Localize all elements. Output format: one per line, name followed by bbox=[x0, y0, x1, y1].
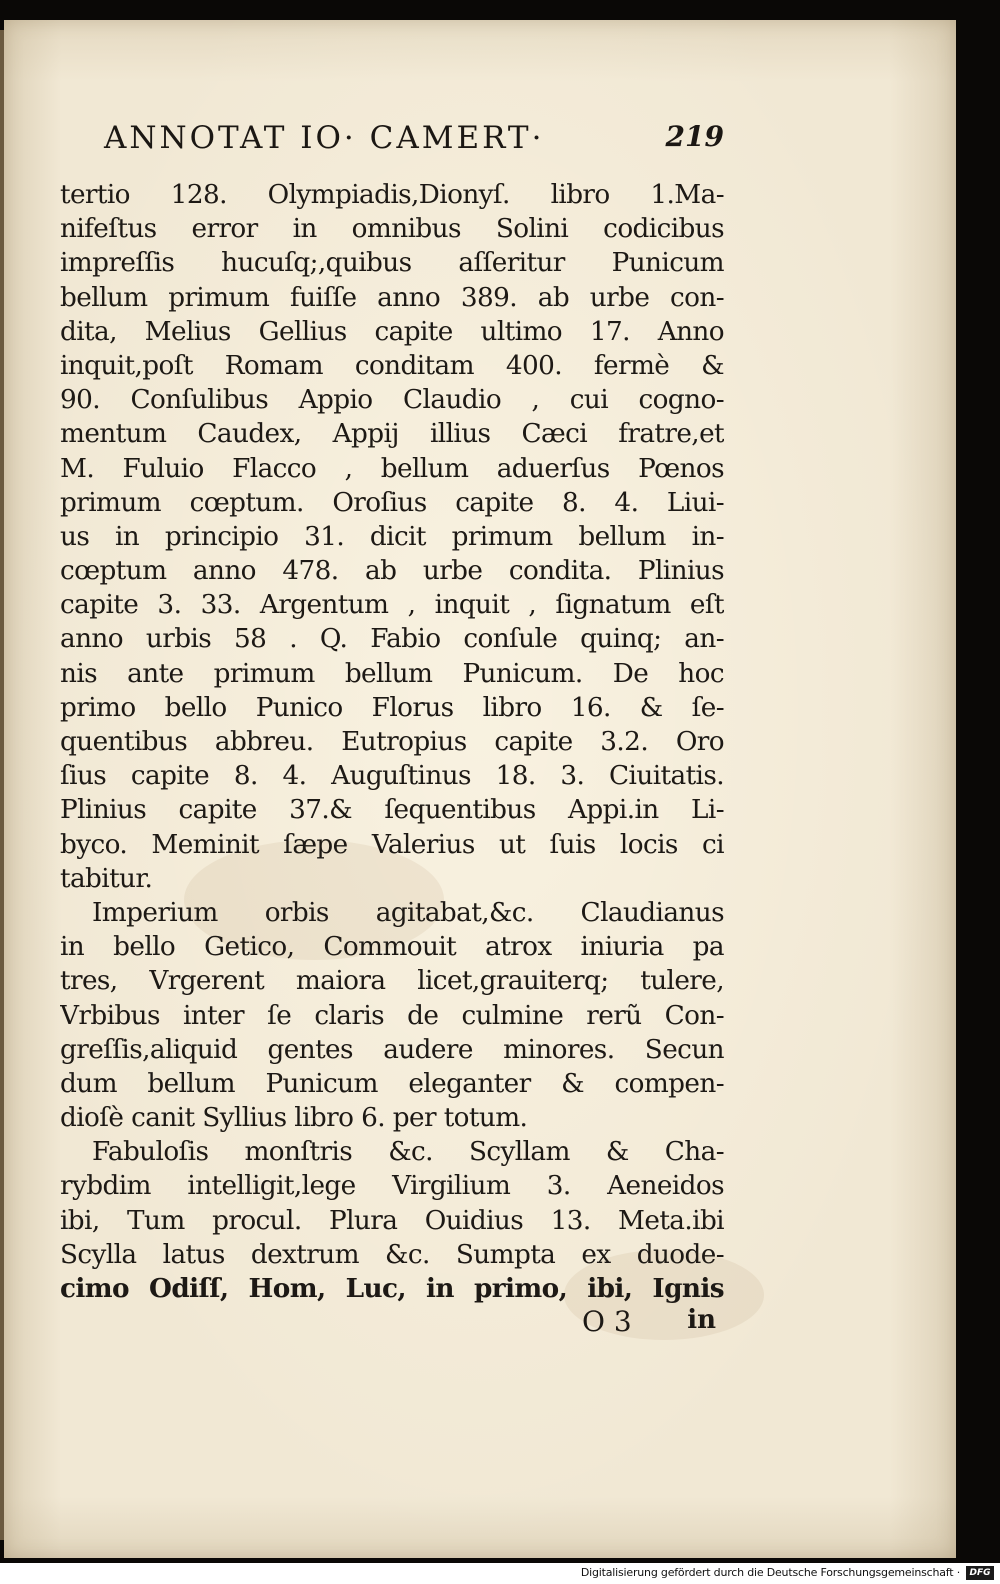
text-line: quentibus abbreu. Eutropius capite 3.2. Oro bbox=[60, 727, 724, 757]
text-line: tres, Vrgerent maiora licet,grauiterq; tulere, bbox=[60, 966, 724, 997]
text-line: greſſis,aliquid gentes audere minores. Secun bbox=[60, 1034, 724, 1065]
paragraph-start-line: Imperium orbis agitabat,&c. Claudianus bbox=[92, 897, 724, 928]
text-line: M. Fuluio Flacco , bellum aduerſus Pœnos bbox=[60, 453, 724, 484]
digitization-footer bbox=[0, 1563, 1000, 1584]
running-head bbox=[104, 120, 724, 160]
funding-credit: Digitalisierung gefördert durch die Deutsche Forschungsgemeinschaft · bbox=[580, 1566, 960, 1579]
text-line: in bello Getico, Commouit atrox iniuria pa bbox=[60, 932, 724, 963]
text-line: primo bello Punico Florus libro 16. & ſe- bbox=[60, 692, 724, 723]
signature-line bbox=[60, 1303, 724, 1343]
text-line: ibi, Tum procul. Plura Ouidius 13. Meta.ibi bbox=[60, 1205, 724, 1236]
text-line: nifeſtus error in omnibus Solini codicibus bbox=[60, 214, 724, 245]
dfg-logo: DFG bbox=[966, 1566, 994, 1580]
text-line: Scylla latus dextrum &c. Sumpta ex duode- bbox=[60, 1239, 724, 1270]
page-number: 219 bbox=[665, 120, 724, 153]
text-line: tertio 128. Olympiadis,Dionyſ. libro 1.Ma- bbox=[60, 180, 724, 210]
text-line: capite 3. 33. Argentum , inquit , ſignatum eſt bbox=[60, 590, 724, 621]
text-line: us in principio 31. dicit primum bellum in- bbox=[60, 521, 724, 552]
catchword: in bbox=[687, 1305, 716, 1335]
text-line: dioſè canit Syllius libro 6. per totum. bbox=[60, 1103, 528, 1134]
text-line: rybdim intelligit,lege Virgilium 3. Aeneidos bbox=[60, 1171, 724, 1202]
book-page bbox=[4, 20, 956, 1558]
text-line: 90. Conſulibus Appio Claudio , cui cogno- bbox=[60, 385, 724, 416]
text-line: cimo Odiſſ, Hom, Luc, in primo, ibi, Ignis bbox=[60, 1273, 724, 1304]
text-line: ſius capite 8. 4. Auguſtinus 18. 3. Ciuitatis. bbox=[60, 761, 724, 792]
paragraph-start-line: Fabuloſis monſtris &c. Scyllam & Cha- bbox=[92, 1137, 724, 1168]
text-line: cœptum anno 478. ab urbe condita. Plinius bbox=[60, 556, 724, 587]
text-line: dita, Melius Gellius capite ultimo 17. Anno bbox=[60, 316, 724, 347]
text-line: byco. Meminit ſæpe Valerius ut ſuis locis ci bbox=[60, 829, 724, 860]
text-line: mentum Caudex, Appij illius Cæci fratre,et bbox=[60, 419, 724, 450]
text-line: bellum primum fuiſſe anno 389. ab urbe con- bbox=[60, 282, 724, 313]
text-line: nis ante primum bellum Punicum. De hoc bbox=[60, 658, 724, 689]
text-line: inquit,poſt Romam conditam 400. fermè & bbox=[60, 350, 724, 381]
text-line: dum bellum Punicum eleganter & compen- bbox=[60, 1068, 724, 1099]
signature-mark: O 3 bbox=[582, 1305, 632, 1338]
text-line: Vrbibus inter ſe claris de culmine rerũ Con- bbox=[60, 1000, 724, 1031]
running-head-title: ANNOTAT IO· CAMERT· bbox=[104, 120, 545, 156]
text-line: impreſſis hucuſq;,quibus aſſeritur Punicum bbox=[60, 248, 724, 279]
body-text bbox=[60, 178, 724, 1306]
text-line: Plinius capite 37.& ſequentibus Appi.in Li- bbox=[60, 795, 724, 826]
text-line: primum cœptum. Oroſius capite 8. 4. Liui- bbox=[60, 487, 724, 518]
text-line: anno urbis 58 . Q. Fabio conſule quinq; an- bbox=[60, 624, 724, 655]
text-line: tabitur. bbox=[60, 863, 153, 894]
